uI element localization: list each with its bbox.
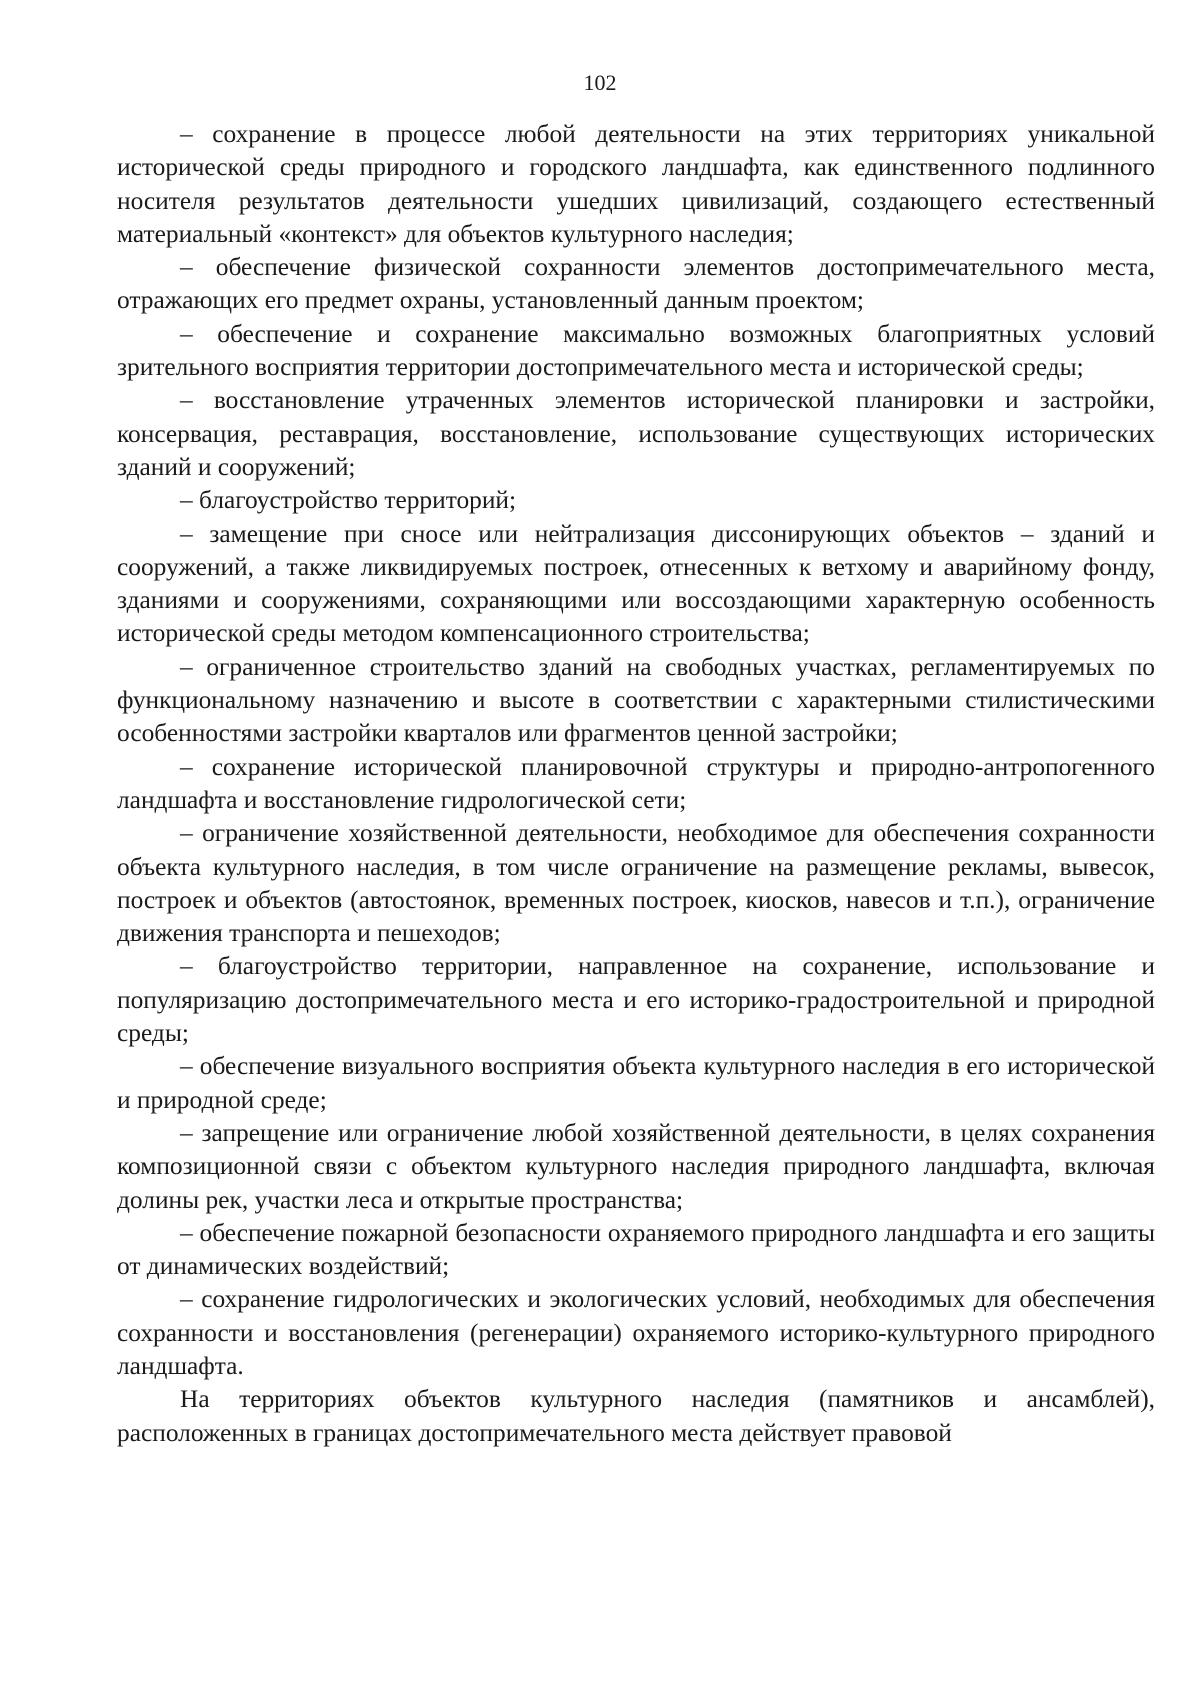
list-item: – ограничение хозяйственной деятельности, необходимое для обеспечения сохранности объекта культурного наследия, в том числе ограничение на размещение рекламы, вывесок, построек и объектов (автостоянок, временных построек, киосков, навесов и т.п.), ограничение движения транспорта и пешеходов; bbox=[117, 819, 1155, 948]
list-item: – замещение при сносе или нейтрализация диссонирующих объектов – зданий и сооружений, а также ликвидируемых построек, отнесенных к ветхому и аварийному фонду, зданиями и сооружениями, сохраняющими или воссоздающими характерную особенность исторической среды методом компенсационного строительства; bbox=[117, 519, 1155, 648]
list-item: – запрещение или ограничение любой хозяйственной деятельности, в целях сохранения композиционной связи с объектом культурного наследия природного ландшафта, включая долины рек, участки леса и открытые пространства; bbox=[117, 1118, 1155, 1214]
body-paragraph: На территориях объектов культурного наследия (памятников и ансамблей), расположенных в границах достопримечательного места действует правовой bbox=[117, 1385, 1155, 1447]
list-item: – обеспечение физической сохранности элементов достопримечательного места, отражающих его предмет охраны, установленный данным проектом; bbox=[117, 253, 1155, 315]
list-item: – благоустройство территорий; bbox=[180, 486, 517, 515]
list-item: – обеспечение и сохранение максимально возможных благоприятных условий зрительного восприятия территории достопримечательного места и исторической среды; bbox=[117, 319, 1155, 382]
list-item: – сохранение гидрологических и экологических условий, необходимых для обеспечения сохранности и восстановления (регенерации) охраняемого историко-культурного природного ландшафта. bbox=[117, 1285, 1155, 1380]
list-item: – обеспечение пожарной безопасности охраняемого природного ландшафта и его защиты от динамических воздействий; bbox=[117, 1218, 1155, 1281]
list-item: – ограниченное строительство зданий на свободных участках, регламентируемых по функциональному назначению и высоте в соответствии с характерными стилистическими особенностями застройки кварталов или фрагментов ценной застройки; bbox=[117, 652, 1155, 748]
list-item: – восстановление утраченных элементов исторической планировки и застройки, консервация, реставрация, восстановление, использование существующих исторических зданий и сооружений; bbox=[117, 386, 1155, 481]
list-item: – сохранение в процессе любой деятельности на этих территориях уникальной исторической среды природного и городского ландшафта, как единственного подлинного носителя результатов деятельности ушедших цивилизаций, создающего естественный материальный «контекст» для объектов культурного наследия; bbox=[117, 120, 1155, 248]
document-body bbox=[117, 118, 1155, 1450]
page-number: 102 bbox=[583, 70, 617, 95]
list-item: – обеспечение визуального восприятия объекта культурного наследия в его исторической и природной среде; bbox=[117, 1052, 1155, 1114]
list-item: – сохранение исторической планировочной структуры и природно-антропогенного ландшафта и восстановление гидрологической сети; bbox=[117, 752, 1155, 814]
list-item: – благоустройство территории, направленное на сохранение, использование и популяризацию достопримечательного места и его историко-градостроительной и природной среды; bbox=[117, 952, 1155, 1048]
